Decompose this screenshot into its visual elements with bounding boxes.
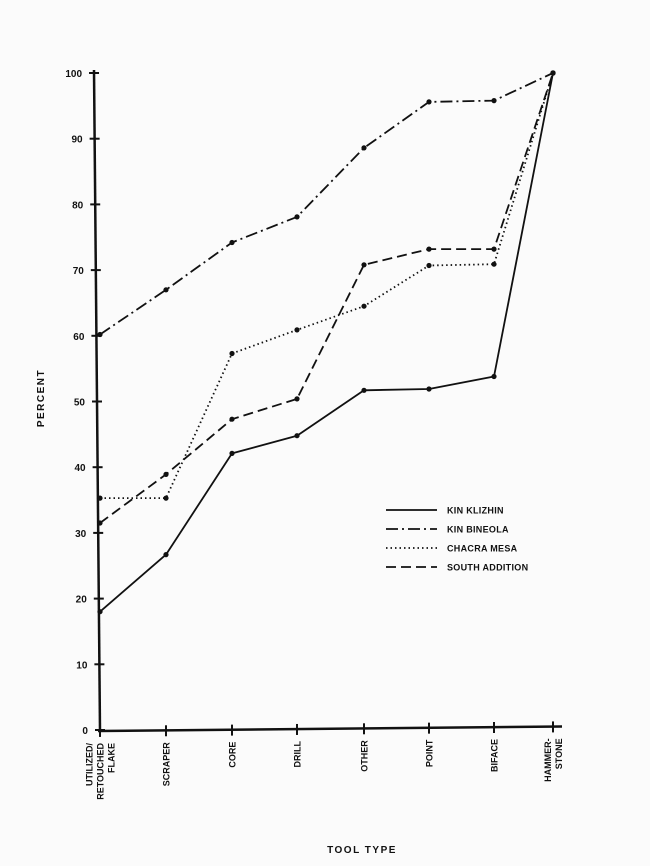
x-axis-group [85,721,565,799]
x-tick-label: RETOUCHED [95,742,106,800]
data-point [294,433,299,438]
data-point [97,609,102,614]
data-point [426,99,431,104]
data-point [97,520,102,525]
data-point [294,327,299,332]
data-point [229,351,234,356]
data-point [163,552,168,557]
y-tick-label: 30 [75,528,87,540]
x-tick-label: SCRAPER [161,742,172,787]
legend-label: KIN BINEOLA [447,524,509,535]
y-tick-label: 50 [73,397,86,409]
data-point [229,240,234,245]
data-point [426,386,431,391]
data-point [97,496,102,501]
legend [386,506,528,573]
data-point [229,417,234,422]
y-tick-label: 60 [73,331,85,343]
y-tick-label: 90 [71,134,83,146]
x-tick-label: STONE [554,738,564,770]
data-point [426,263,431,268]
series-chacra-mesa [97,70,555,500]
x-tick-label: HAMMER- [543,738,553,782]
data-point [361,304,366,309]
data-point [491,374,496,379]
x-tick-label: DRILL [292,740,303,768]
series-line [100,73,553,498]
data-point [163,287,168,292]
y-tick-label: 70 [72,266,84,278]
y-axis-group [65,69,105,737]
series-line [100,73,553,523]
x-ticks [85,721,565,799]
x-tick-label: POINT [424,739,435,768]
data-point [163,496,168,501]
data-point [294,214,299,219]
series-kin-bineola [97,70,555,337]
legend-label: CHACRA MESA [447,543,518,554]
x-tick-label: FLAKE [106,742,117,773]
data-point [361,388,366,393]
data-point [229,451,234,456]
data-point [361,145,366,150]
data-point [163,472,168,477]
data-point [426,247,431,252]
x-tick-label: CORE [227,741,238,768]
y-tick-label: 100 [65,69,83,80]
y-tick-label: 80 [72,200,84,212]
data-point [97,332,102,337]
x-tick-label: OTHER [359,740,370,772]
data-point [491,262,496,267]
legend-label: KIN KLIZHIN [447,505,504,516]
legend-label: SOUTH ADDITION [447,562,529,573]
series-south-addition [97,70,555,525]
x-tick-label: BIFACE [489,739,500,773]
x-axis [98,727,562,732]
data-point [550,70,555,75]
data-point [294,396,299,401]
series-line [100,73,553,335]
y-axis-title: PERCENT [36,368,47,428]
data-point [491,247,496,252]
data-point [361,262,366,267]
y-tick-label: 20 [75,594,87,606]
y-tick-label: 10 [76,660,88,672]
y-tick-label: 40 [74,463,86,475]
x-axis-title: TOOL TYPE [327,845,397,856]
x-tick-label: UTILIZED/ [84,742,95,786]
y-tick-label: 0 [82,726,88,737]
data-point [491,98,496,103]
